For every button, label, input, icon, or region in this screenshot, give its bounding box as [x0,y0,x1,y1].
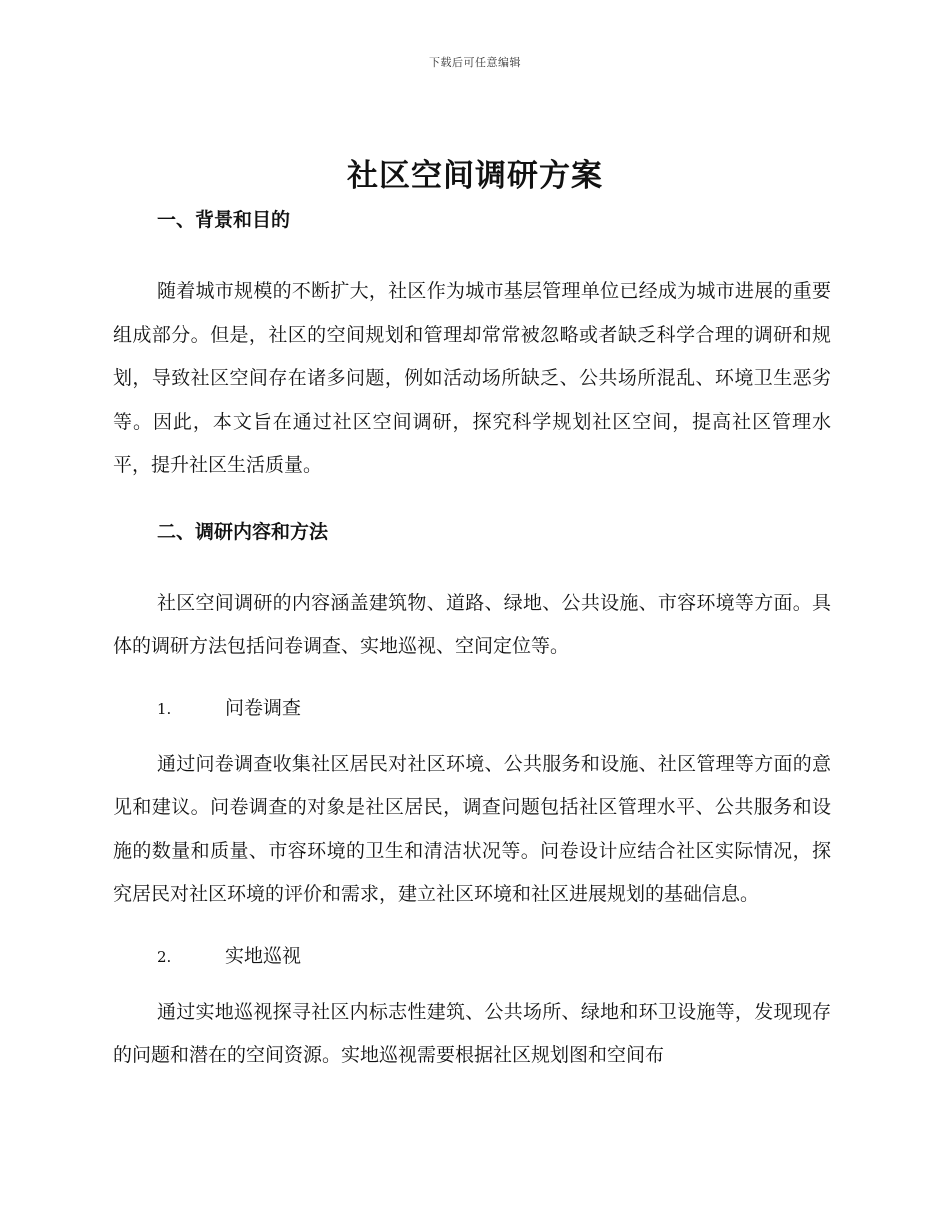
list-item-number: 2. [157,947,172,966]
page-header-note: 下载后可任意编辑 [429,56,521,69]
document-title: 社区空间调研方案 [347,158,603,194]
paragraph-methods: 社区空间调研的内容涵盖建筑物、道路、绿地、公共设施、市容环境等方面。具体的调研方法包括问卷调查、实地巡视、空间定位等。 [113,591,831,657]
list-item-site-inspection [113,937,831,975]
list-item-label: 问卷调查 [225,696,302,719]
paragraph-questionnaire: 通过问卷调查收集社区居民对社区环境、公共服务和设施、社区管理等方面的意见和建议。问卷调查的对象是社区居民，调查问题包括社区管理水平、公共服务和设施的数量和质量、市容环境的卫生和清洁状况等。问卷设计应结合社区实际情况，探究居民对社区环境的评价和需求，建立社区环境和社区进展规划的基础信息。 [113,752,831,905]
section-heading-background: 一、背景和目的 [157,209,291,231]
list-item-label: 实地巡视 [225,944,302,967]
document-body [113,204,831,1078]
list-item-number: 1. [157,699,172,718]
paragraph-background: 随着城市规模的不断扩大，社区作为城市基层管理单位已经成为城市进展的重要组成部分。但是，社区的空间规划和管理却常常被忽略或者缺乏科学合理的调研和规划，导致社区空间存在诸多问题，例如活动场所缺乏、公共场所混乱、环境卫生恶劣等。因此，本文旨在通过社区空间调研，探究科学规划社区空间，提高社区管理水平，提升社区生活质量。 [113,280,831,476]
section-heading-methods: 二、调研内容和方法 [157,520,329,543]
paragraph-site-inspection: 通过实地巡视探寻社区内标志性建筑、公共场所、绿地和环卫设施等，发现现存的问题和潜在的空间资源。实地巡视需要根据社区规划图和空间布 [113,1000,831,1066]
list-item-questionnaire [113,689,831,727]
